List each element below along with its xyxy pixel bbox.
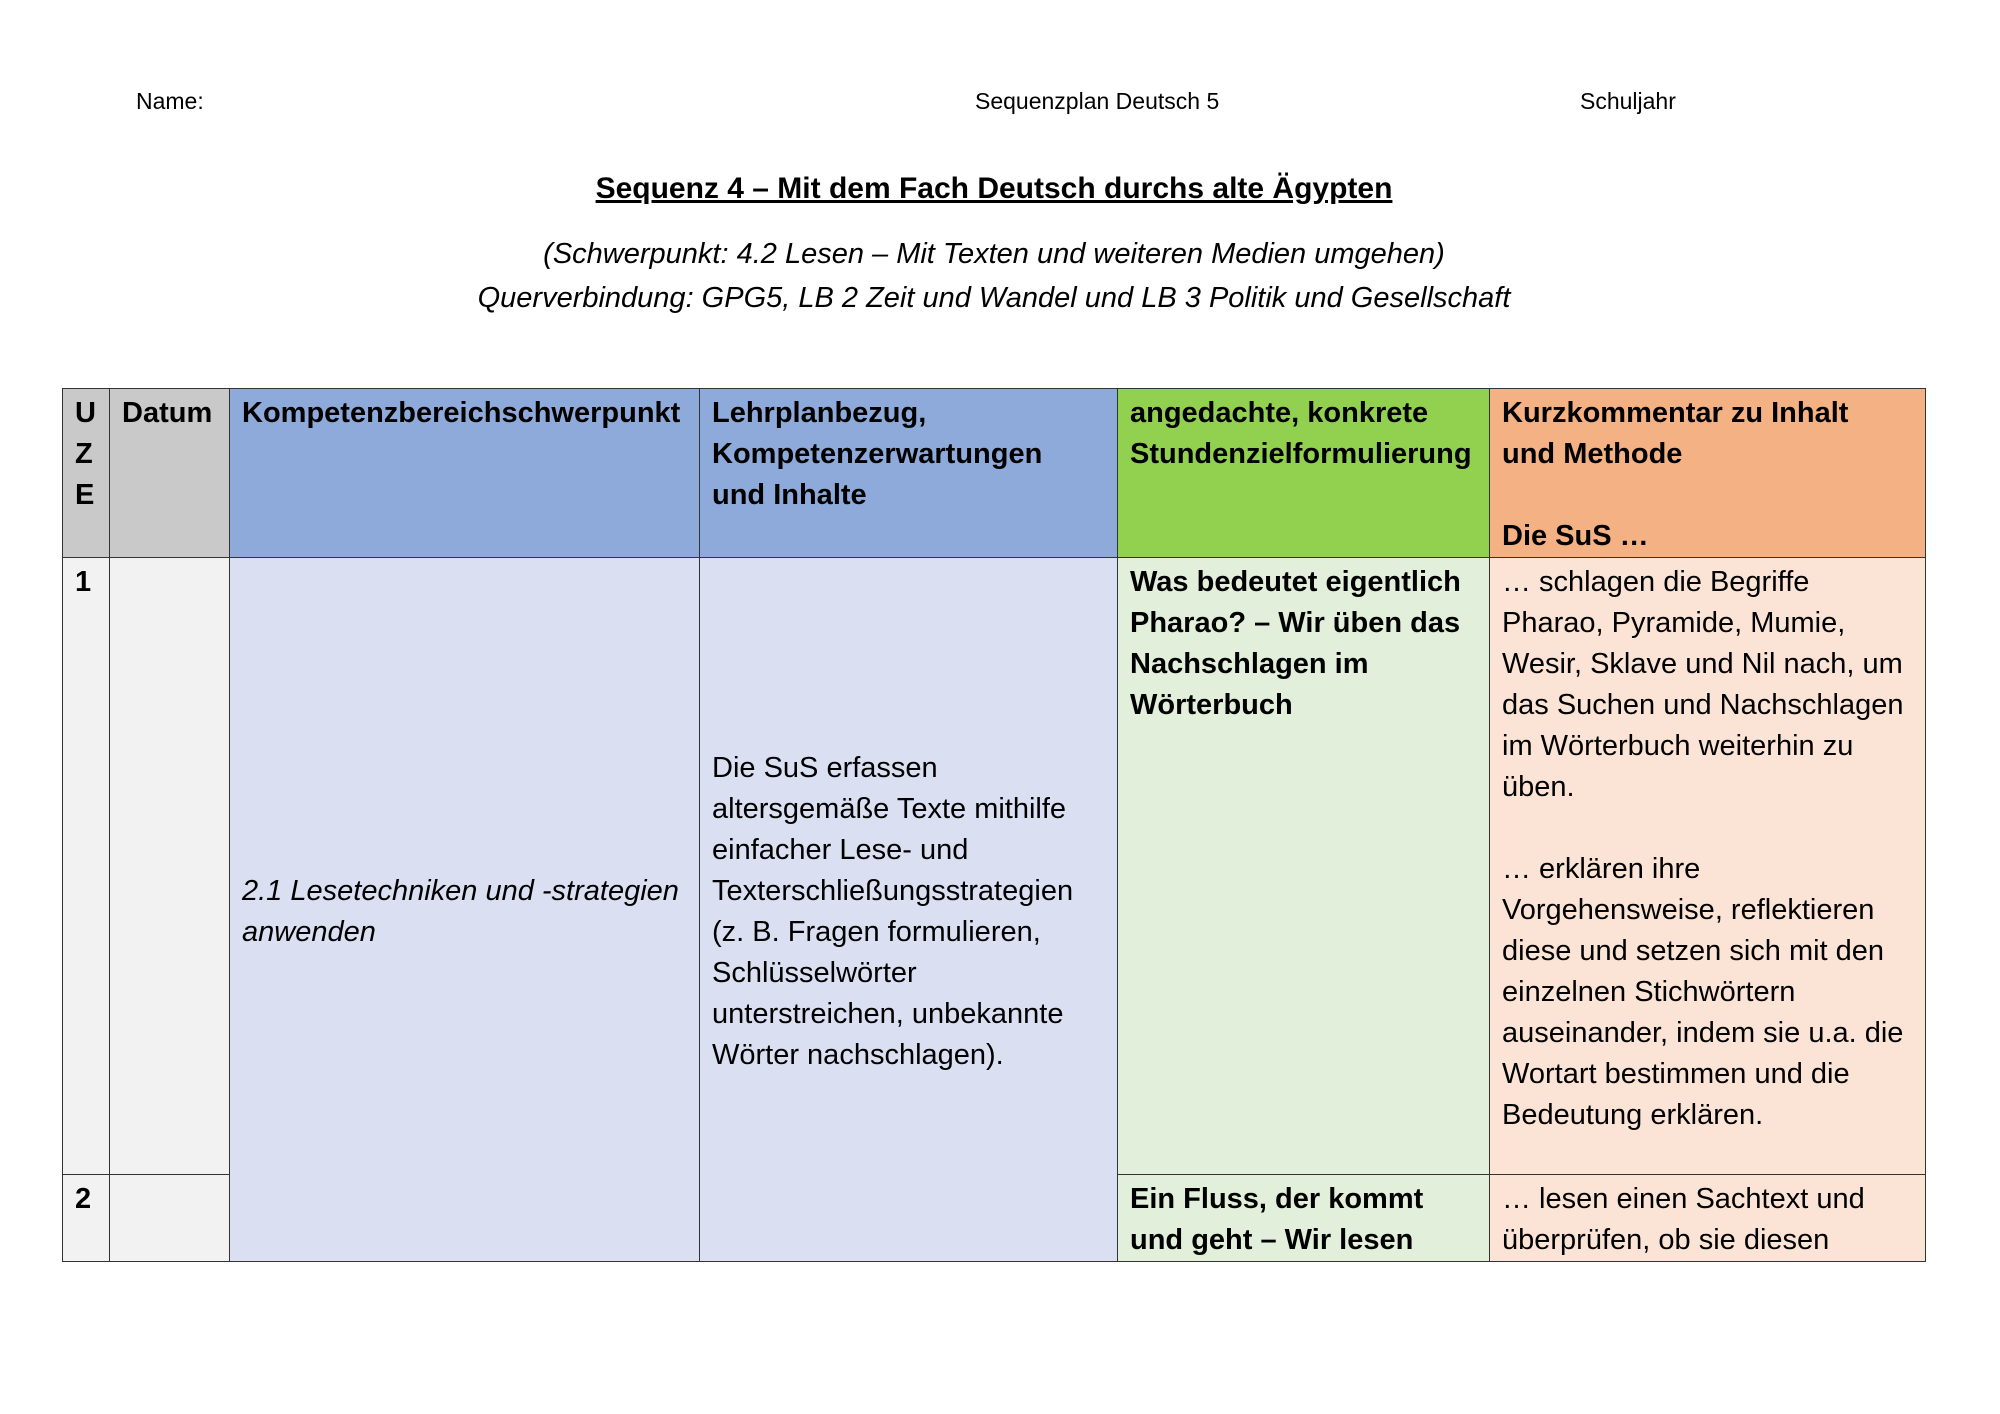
row-uze-number: 1: [63, 558, 110, 1175]
sequence-plan-table: [62, 388, 1926, 1262]
stundenziel-cell: Was bedeutet eigentlich Pharao? – Wir üben das Nachschlagen im Wörterbuch: [1118, 558, 1490, 1175]
header-kompetenz: Kompetenzbereichschwerpunkt: [230, 389, 700, 558]
row-uze-number: 2: [63, 1175, 110, 1262]
focus-subtitle: (Schwerpunkt: 4.2 Lesen – Mit Texten und weiteren Medien umgehen): [543, 238, 1445, 270]
document-header-title: Sequenzplan Deutsch 5: [975, 88, 1220, 114]
header-stundenziel: angedachte, konkrete Stundenzielformulierung: [1118, 389, 1490, 558]
stundenziel-cell: Ein Fluss, der kommt und geht – Wir lesen: [1118, 1175, 1490, 1262]
kommentar-cell: … schlagen die Begriffe Pharao, Pyramide, Mumie, Wesir, Sklave und Nil nach, um das Suchen und Nachschlagen im Wörterbuch weiterhin zu üben. … erklären ihre Vorgehensweise, reflektieren diese und setzen sich mit den einzelnen Stichwörtern auseinander, indem sie u.a. die Wortart bestimmen und die Bedeutung erklären.: [1490, 558, 1926, 1175]
school-year-label: Schuljahr: [1580, 88, 1676, 114]
name-label: Name:: [136, 88, 204, 114]
row-datum-cell: [110, 1175, 230, 1262]
header-datum: Datum: [110, 389, 230, 558]
header-lehrplan: Lehrplanbezug, Kompetenzerwartungen und Inhalte: [700, 389, 1118, 558]
lehrplan-cell: Die SuS erfassen altersgemäße Texte mithilfe einfacher Lese- und Texterschließungsstrategien (z. B. Fragen formulieren, Schlüsselwörter unterstreichen, unbekannte Wörter nachschlagen).: [700, 558, 1118, 1262]
cross-reference-subtitle: Querverbindung: GPG5, LB 2 Zeit und Wandel und LB 3 Politik und Gesellschaft: [477, 282, 1511, 314]
kommentar-cell: … lesen einen Sachtext und überprüfen, ob sie diesen: [1490, 1175, 1926, 1262]
kompetenz-cell: 2.1 Lesetechniken und -strategien anwenden: [230, 558, 700, 1262]
row-datum-cell: [110, 558, 230, 1175]
header-uze: U Z E: [63, 389, 110, 558]
header-kommentar: Kurzkommentar zu Inhalt und Methode Die SuS …: [1490, 389, 1926, 558]
table-row: [63, 558, 1926, 1175]
sequence-title: Sequenz 4 – Mit dem Fach Deutsch durchs alte Ägypten: [595, 172, 1393, 205]
table-header-row: [63, 389, 1926, 558]
